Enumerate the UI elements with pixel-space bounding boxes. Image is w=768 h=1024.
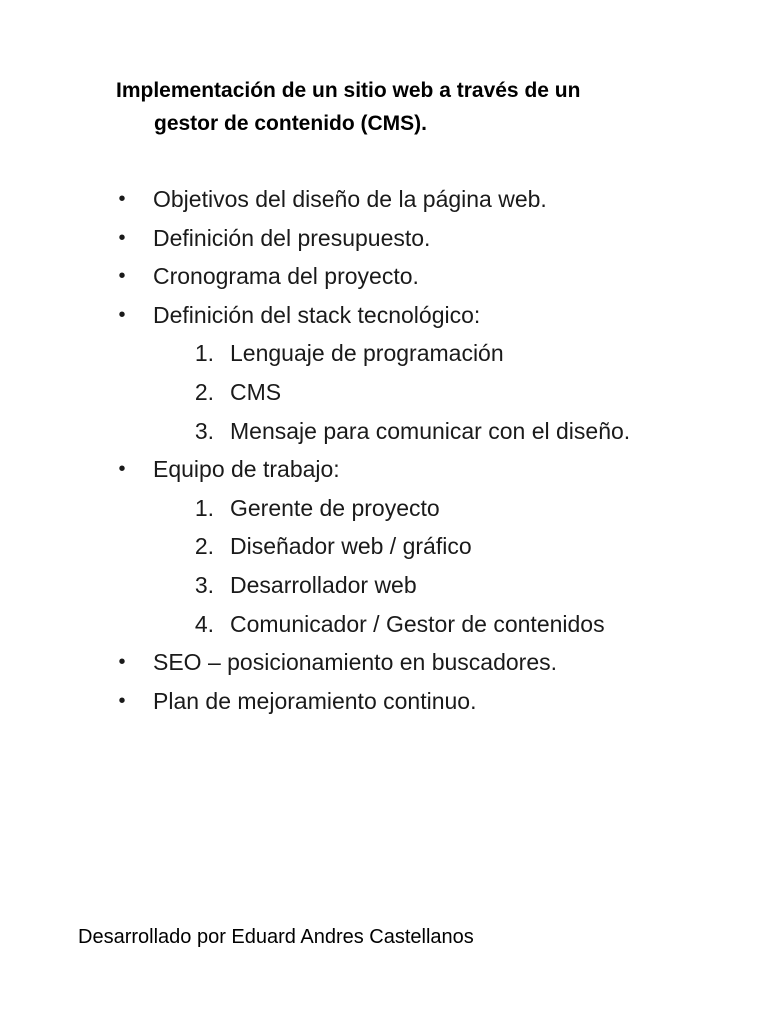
item-number: 1. <box>194 494 214 521</box>
item-text: CMS <box>230 378 282 405</box>
bullet-item <box>0 180 768 219</box>
bullet-item <box>0 219 768 258</box>
item-text: Objetivos del diseño de la página web. <box>153 186 547 212</box>
bullet-item <box>0 450 768 489</box>
item-text: SEO – posicionamiento en buscadores. <box>153 649 558 676</box>
item-text: Desarrollador web <box>230 571 417 598</box>
bullet-marker: • <box>118 689 126 712</box>
bullet-marker: • <box>118 265 126 288</box>
item-text: Comunicador / Gestor de contenidos <box>230 610 605 637</box>
numbered-subitem <box>0 566 768 605</box>
item-text: Definición del stack tecnológico: <box>153 301 481 328</box>
numbered-subitem <box>0 605 768 644</box>
item-number: 2. <box>194 378 214 405</box>
bullet-item <box>0 643 768 682</box>
item-text: Cronograma del proyecto. <box>153 263 419 290</box>
item-number: 2. <box>194 533 214 560</box>
author-credit: Desarrollado por Eduard Andres Castellanos <box>78 926 474 948</box>
item-text: Diseñador web / gráfico <box>230 533 472 560</box>
item-number: 1. <box>194 340 214 367</box>
bullet-marker: • <box>118 188 126 210</box>
item-text: Lenguaje de programación <box>230 340 504 367</box>
numbered-subitem <box>0 489 768 528</box>
bullet-item <box>0 257 768 296</box>
item-text: Equipo de trabajo: <box>153 456 340 483</box>
bullet-marker: • <box>118 303 126 326</box>
outline-list <box>0 180 768 720</box>
bullet-item <box>0 682 768 721</box>
document-title-line-1: Implementación de un sitio web a través de un <box>116 79 581 102</box>
bullet-marker: • <box>118 651 126 674</box>
document-title <box>116 74 676 140</box>
item-number: 4. <box>194 610 214 637</box>
bullet-marker: • <box>118 458 126 481</box>
numbered-subitem <box>0 527 768 566</box>
bullet-item <box>0 296 768 335</box>
item-text: Mensaje para comunicar con el diseño. <box>230 417 631 444</box>
item-number: 3. <box>194 571 214 598</box>
item-number: 3. <box>194 417 214 444</box>
item-text: Definición del presupuesto. <box>153 224 431 251</box>
bullet-marker: • <box>118 226 126 249</box>
numbered-subitem <box>0 412 768 451</box>
document-title-line-2: gestor de contenido (CMS). <box>154 112 427 135</box>
item-text: Plan de mejoramiento continuo. <box>153 687 477 714</box>
numbered-subitem <box>0 373 768 412</box>
numbered-subitem <box>0 334 768 373</box>
item-text: Gerente de proyecto <box>230 494 440 521</box>
